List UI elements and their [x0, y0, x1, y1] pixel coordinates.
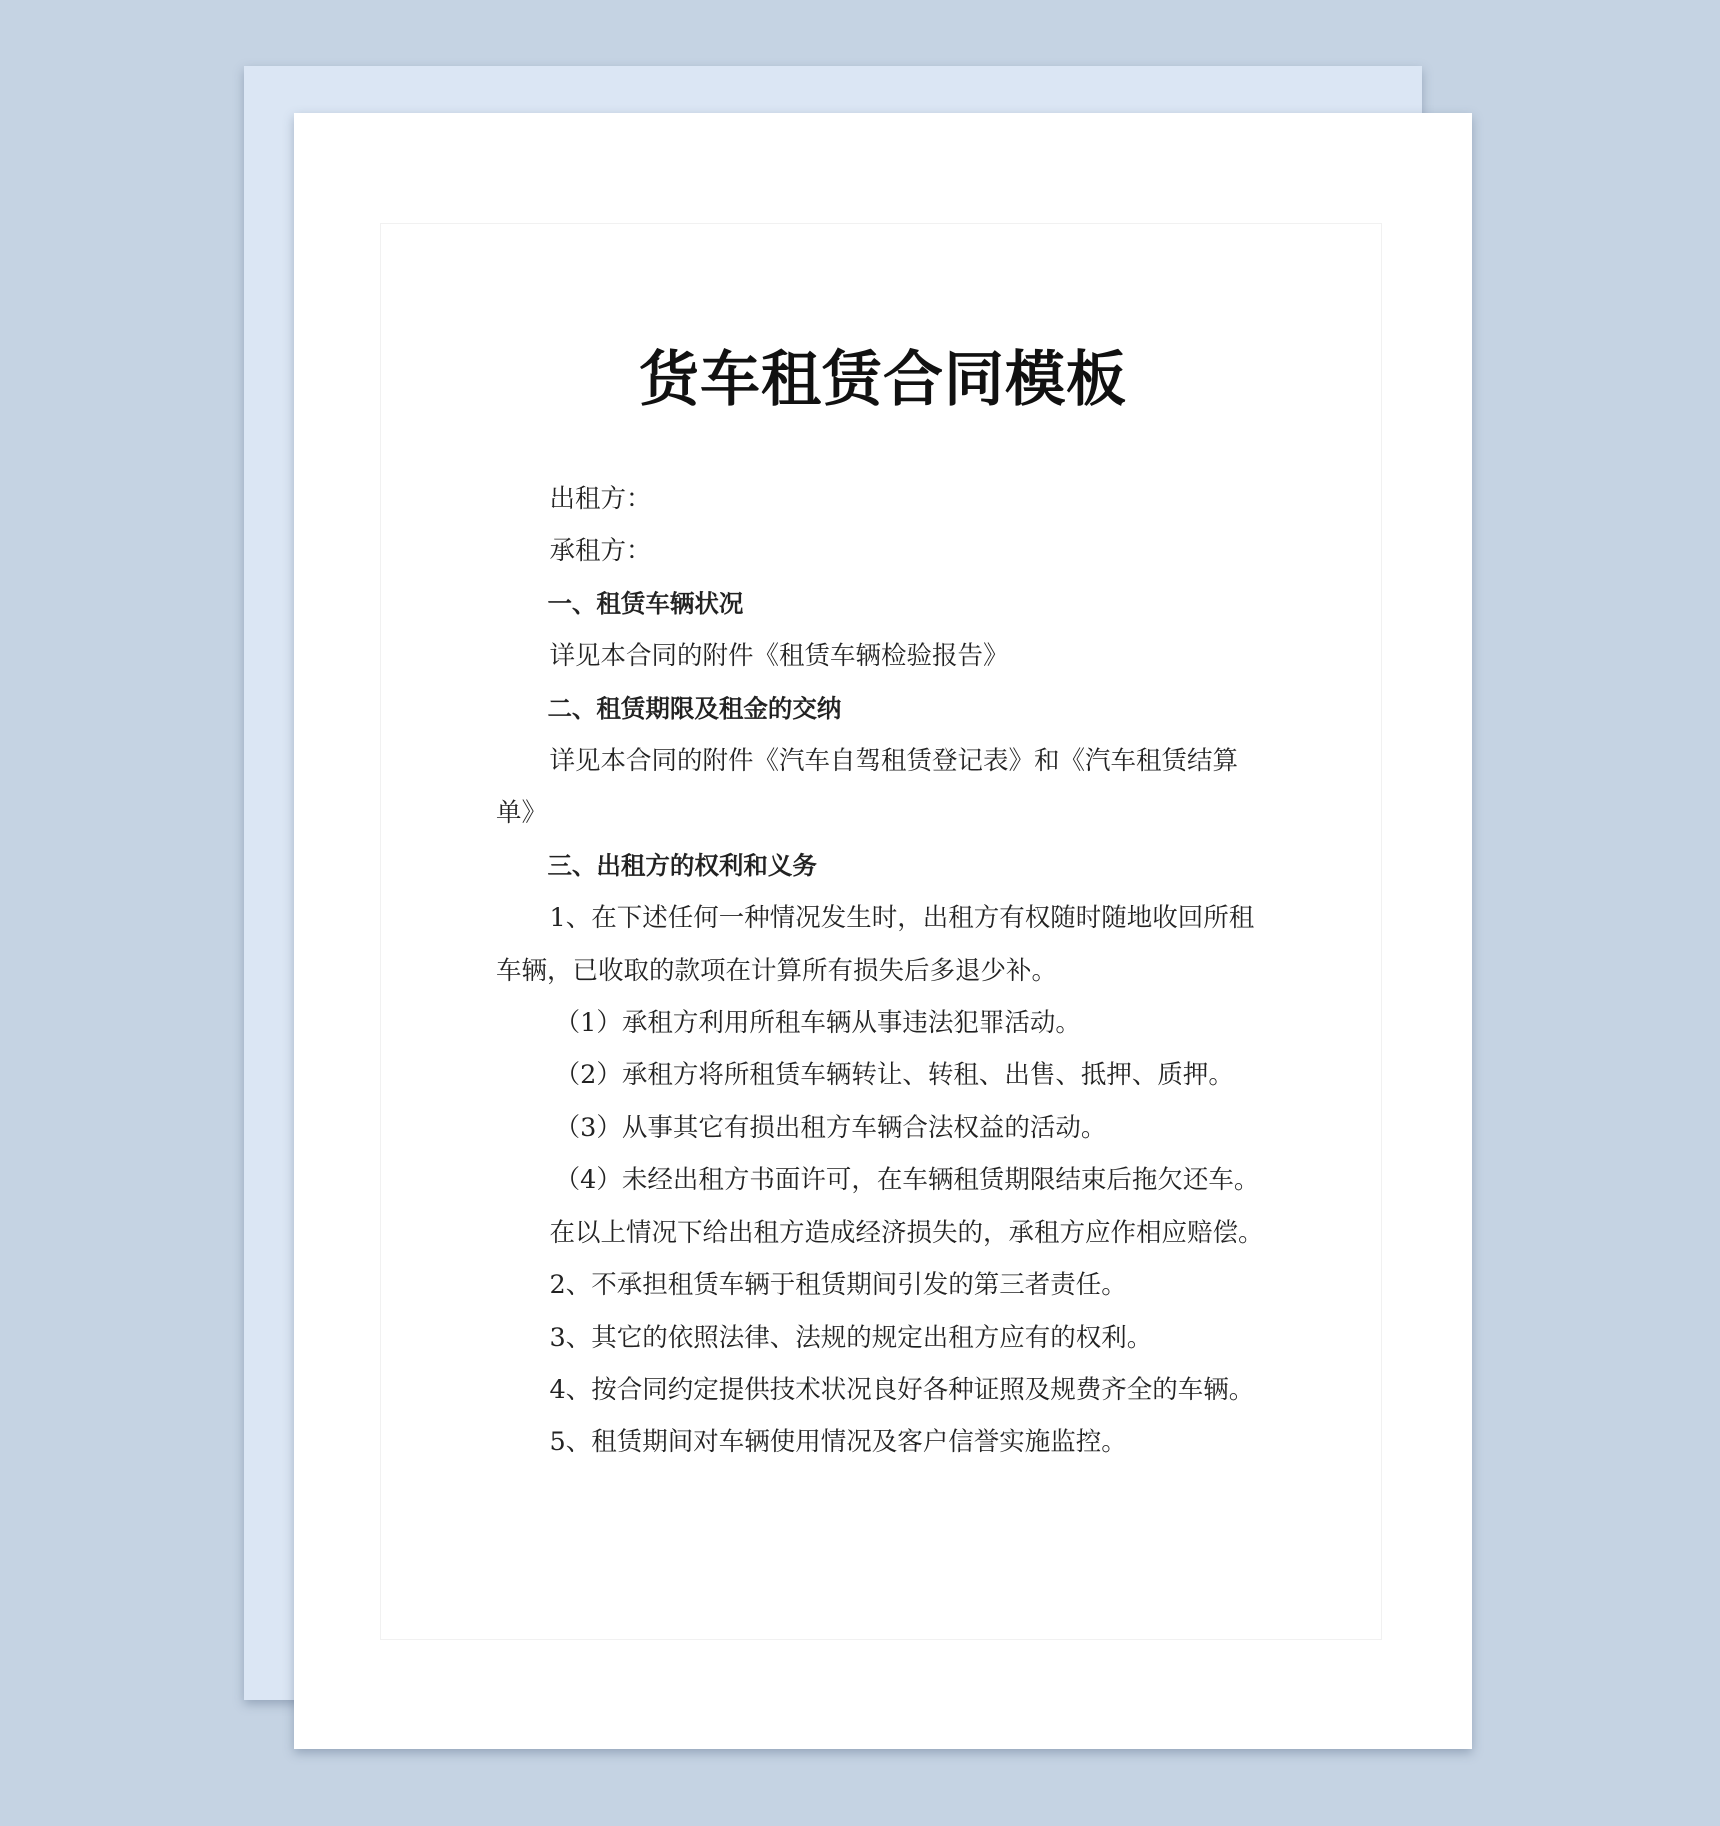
- document-page: [294, 113, 1472, 1749]
- section-heading-lessor-rights: 三、出租方的权利和义务: [547, 850, 817, 880]
- clause-2: 2、不承担租赁车辆于租赁期间引发的第三者责任。: [549, 1270, 1127, 1301]
- section-heading-vehicle-status: 一、租赁车辆状况: [547, 588, 744, 618]
- lessee-line: 承租方：: [549, 536, 652, 567]
- clause-4: 4、按合同约定提供技术状况良好各种证照及规费齐全的车辆。: [549, 1374, 1255, 1405]
- clause-1-compensation-note: 在以上情况下给出租方造成经济损失的，承租方应作相应赔偿。: [549, 1217, 1264, 1248]
- clause-3: 3、其它的依照法律、法规的规定出租方应有的权利。: [549, 1322, 1153, 1353]
- document-title: 货车租赁合同模板: [639, 345, 1127, 415]
- section-body-term-and-rent: 详见本合同的附件《汽车自驾租赁登记表》和《汽车租赁结算单》: [496, 746, 1239, 829]
- document-body: [496, 473, 1276, 1469]
- clause-1-case-3: （3）从事其它有损出租方车辆合法权益的活动。: [554, 1112, 1107, 1143]
- section-heading-term-and-rent: 二、租赁期限及租金的交纳: [547, 693, 842, 723]
- clause-1: 1、在下述任何一种情况发生时，出租方有权随时随地收回所租车辆，已收取的款项在计算所有损失后多退少补。: [496, 903, 1255, 986]
- clause-1-case-4: （4）未经出租方书面许可，在车辆租赁期限结束后拖欠还车。: [554, 1165, 1260, 1196]
- clause-1-case-1: （1）承租方利用所租车辆从事违法犯罪活动。: [554, 1008, 1081, 1039]
- lessor-line: 出租方：: [549, 484, 652, 514]
- clause-5: 5、租赁期间对车辆使用情况及客户信誉实施监控。: [549, 1427, 1127, 1458]
- section-body-vehicle-status: 详见本合同的附件《租赁车辆检验报告》: [549, 641, 1009, 672]
- clause-1-case-2: （2）承租方将所租赁车辆转让、转租、出售、抵押、质押。: [554, 1060, 1234, 1091]
